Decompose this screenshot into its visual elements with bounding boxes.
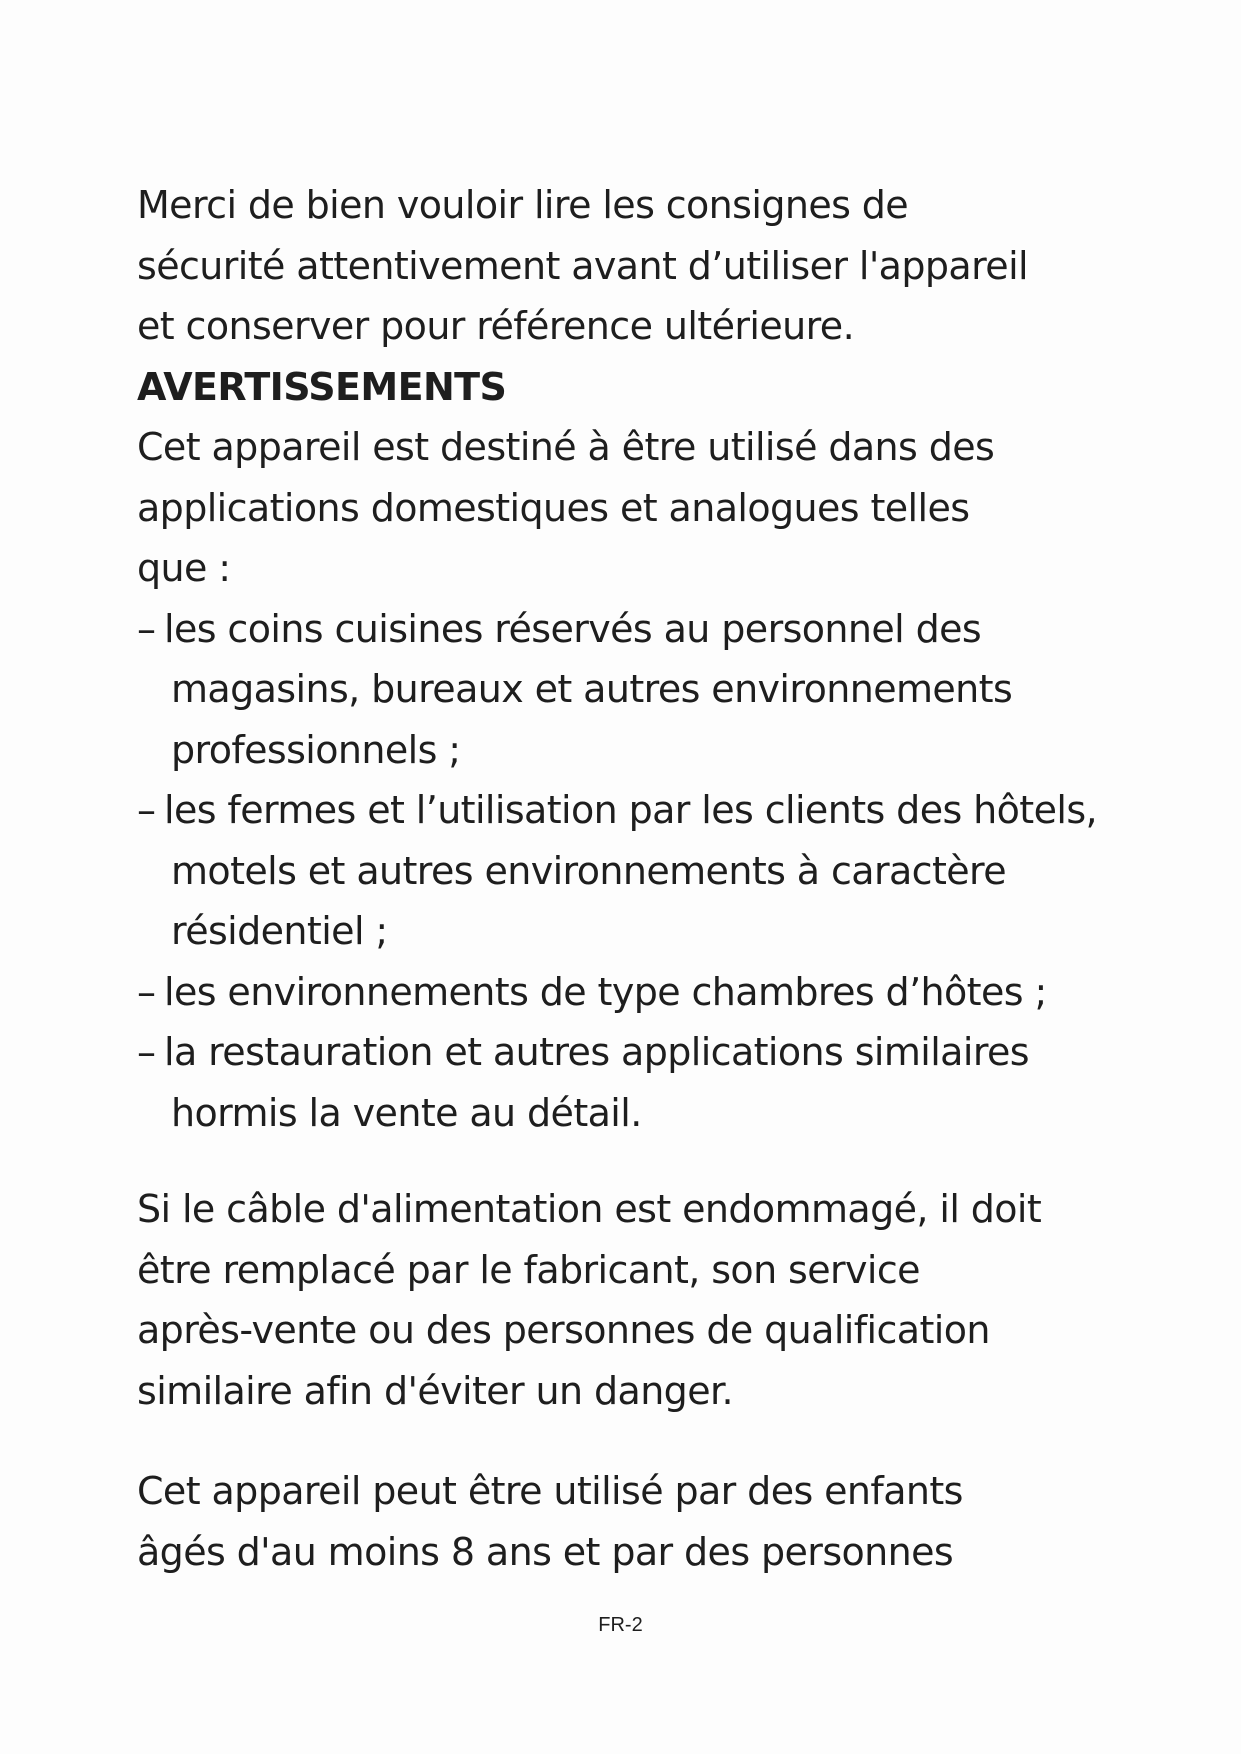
list-item-text: les fermes et l’utilisation par les clients des hôtels, motels et autres environnements à caractère résidentiel ; [164,788,1097,953]
cable-paragraph [137,1179,1137,1421]
page-number: FR-2 [598,1614,643,1636]
list-item [137,599,1137,781]
warnings-lead-line: Cet appareil est destiné à être utilisé dans des [137,425,995,469]
intro-line: Merci de bien vouloir lire les consignes de [137,183,909,227]
list-item-text: les coins cuisines réservés au personnel des magasins, bureaux et autres environnements professionnels ; [164,606,1013,772]
warnings-lead [137,417,1137,599]
cable-line: après-vente ou des personnes de qualification [137,1308,990,1352]
warnings-lead-line: applications domestiques et analogues telles [137,485,970,530]
list-item-text: la restauration et autres applications similaires hormis la vente au détail. [164,1030,1029,1135]
intro-line: et conserver pour référence ultérieure. [137,304,855,348]
list-item [137,780,1137,962]
cable-line: Si le câble d'alimentation est endommagé, il doit [137,1187,1042,1231]
list-item [137,962,1137,1023]
children-paragraph [137,1461,1137,1582]
dash-bullet: – [137,788,156,832]
list-item-text: les environnements de type chambres d’hôtes ; [164,969,1047,1014]
warnings-heading: AVERTISSEMENTS [137,364,507,409]
children-line: Cet appareil peut être utilisé par des enfants [137,1469,963,1513]
usage-list [137,599,1137,1144]
intro-line: sécurité attentivement avant d’utiliser l'appareil [137,243,1028,288]
page-content [137,175,1137,1582]
dash-bullet: – [137,1030,156,1074]
intro-paragraph [137,175,1137,357]
warnings-lead-line: que : [137,546,231,590]
children-line: âgés d'au moins 8 ans et par des personnes [137,1529,954,1574]
list-item [137,1022,1137,1143]
dash-bullet: – [137,606,156,651]
cable-line: être remplacé par le fabricant, son service [137,1247,920,1292]
dash-bullet: – [137,969,156,1014]
cable-line: similaire afin d'éviter un danger. [137,1368,733,1413]
